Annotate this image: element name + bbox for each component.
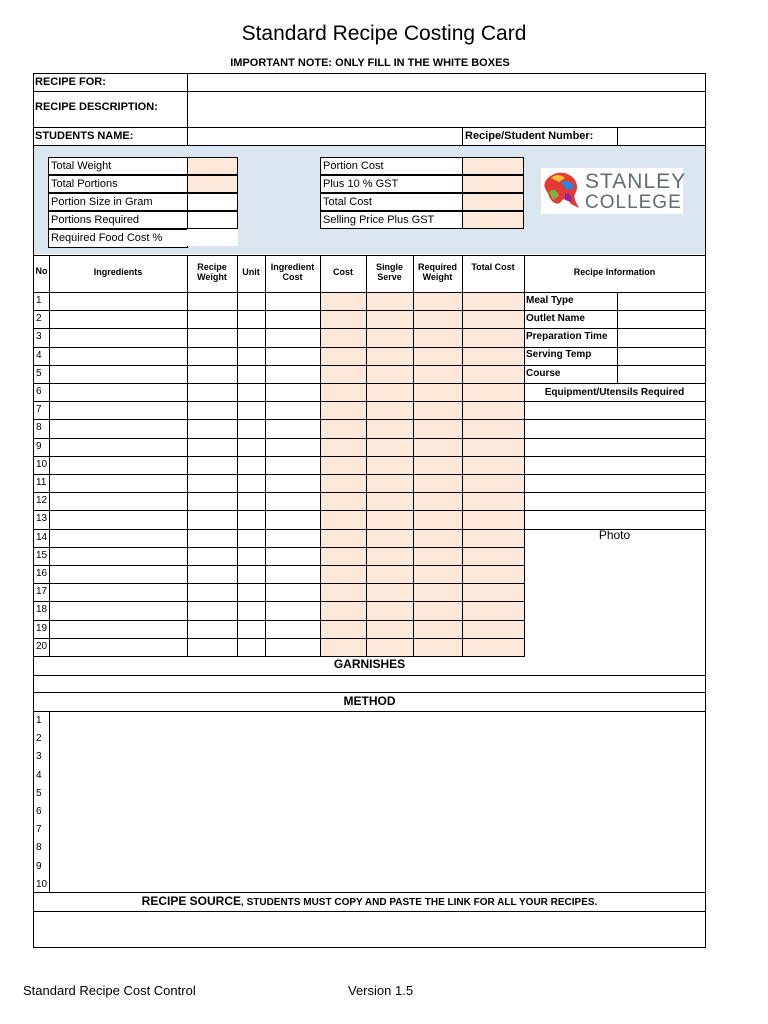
- equipment-label: Equipment/Utensils Required: [544, 387, 685, 398]
- portion-cost-value: [462, 157, 524, 175]
- total-portions-label: Total Portions: [48, 175, 188, 193]
- row-number: 20: [36, 641, 48, 652]
- grid-row-line: [33, 292, 706, 293]
- ingredient-row-input[interactable]: [50, 347, 320, 364]
- grid-row-line: [33, 656, 525, 657]
- grid-col-line: [320, 255, 321, 656]
- course-label: Course: [526, 368, 561, 379]
- grid-row-line: [33, 347, 706, 348]
- grid-col-line: [265, 255, 266, 656]
- preparation-time-label: Preparation Time: [526, 331, 608, 342]
- method-row-number: 3: [36, 751, 42, 762]
- plus-gst-label: Plus 10 % GST: [320, 175, 463, 193]
- ingredient-row-input[interactable]: [50, 510, 320, 527]
- row-number: 5: [36, 368, 42, 379]
- method-row-number: 6: [36, 806, 42, 817]
- recipe-for-label: RECIPE FOR:: [35, 76, 106, 88]
- col-total-cost: Total Cost: [471, 262, 515, 272]
- row-number: 7: [36, 404, 42, 415]
- grid-col-line: [187, 255, 188, 656]
- recipe-source-heading: [34, 894, 705, 908]
- grid-row-line: [33, 310, 706, 311]
- grid-row-line: [33, 601, 525, 602]
- ingredient-row-input[interactable]: [50, 474, 320, 491]
- col-recipe-information: Recipe Information: [573, 267, 656, 277]
- recipe-source-rest: , STUDENTS MUST COPY AND PASTE THE LINK FOR ALL YOUR RECIPES.: [241, 897, 598, 908]
- outlet-name-label: Outlet Name: [526, 313, 585, 324]
- row-number: 15: [36, 550, 48, 561]
- row-number: 8: [36, 422, 42, 433]
- grid-col-line: [49, 711, 50, 892]
- row-number: 14: [36, 532, 48, 543]
- ingredient-row-input[interactable]: [50, 601, 320, 618]
- method-heading: METHOD: [343, 694, 396, 708]
- grid-row-line: [33, 510, 706, 511]
- students-name-field[interactable]: [188, 128, 462, 145]
- photo-area[interactable]: [525, 547, 705, 656]
- grid-row-line: [33, 583, 525, 584]
- recipe-source-field[interactable]: [34, 912, 705, 947]
- portion-cost-label: Portion Cost: [320, 157, 463, 175]
- method-row-number: 9: [36, 861, 42, 872]
- total-cost-value: [462, 193, 524, 211]
- portions-required-input[interactable]: [187, 211, 238, 229]
- logo-line-2: COLLEGE: [585, 192, 682, 213]
- row-number: 10: [36, 459, 48, 470]
- footer-left: Standard Recipe Cost Control: [23, 983, 196, 998]
- recipe-for-field[interactable]: [188, 74, 705, 91]
- row-number: 19: [36, 623, 48, 634]
- ingredient-row-input[interactable]: [50, 620, 320, 637]
- grid-row-line: [33, 620, 525, 621]
- row-number: 17: [36, 586, 48, 597]
- logo-line-1: STANLEY: [585, 170, 687, 193]
- ingredient-row-input[interactable]: [50, 456, 320, 473]
- grid-col-line: [524, 255, 525, 656]
- grid-col-line: [462, 255, 463, 656]
- ingredient-row-input[interactable]: [50, 419, 320, 436]
- method-row-number: 10: [36, 879, 48, 890]
- method-field[interactable]: [50, 712, 705, 892]
- ingredient-row-input[interactable]: [50, 547, 320, 564]
- col-cost: Cost: [333, 267, 353, 277]
- method-row-number: 2: [36, 733, 42, 744]
- required-food-cost-input[interactable]: [187, 229, 238, 246]
- row-number: 13: [36, 513, 48, 524]
- ingredient-row-input[interactable]: [50, 310, 320, 327]
- grid-row-line: [33, 328, 706, 329]
- ingredient-row-input[interactable]: [50, 638, 320, 655]
- col-single-serve: Single Serve: [375, 262, 403, 282]
- garnishes-heading: GARNISHES: [333, 657, 406, 671]
- total-weight-label: Total Weight: [48, 157, 188, 175]
- ingredient-row-input[interactable]: [50, 401, 320, 418]
- total-portions-value: [187, 175, 238, 193]
- total-weight-value: [187, 157, 238, 175]
- grid-row-line: [33, 492, 706, 493]
- col-recipe-weight: Recipe Weight: [197, 262, 227, 282]
- portions-required-label: Portions Required: [48, 211, 188, 229]
- col-no: No: [35, 266, 48, 276]
- row-number: 3: [36, 331, 42, 342]
- recipe-source-main: RECIPE SOURCE: [141, 894, 242, 908]
- selling-price-value: [462, 211, 524, 229]
- method-row-number: 8: [36, 842, 42, 853]
- col-ingredient-cost: Ingredient Cost: [270, 262, 315, 282]
- col-unit: Unit: [242, 267, 260, 277]
- grid-row-line: [33, 547, 525, 548]
- grid-row-line: [33, 365, 706, 366]
- students-name-label: STUDENTS NAME:: [35, 130, 134, 142]
- row-number: 18: [36, 604, 48, 615]
- grid-row-line: [33, 383, 706, 384]
- grid-col-line: [617, 292, 618, 384]
- recipe-student-number-label: Recipe/Student Number:: [465, 130, 594, 142]
- ingredient-row-input[interactable]: [50, 492, 320, 509]
- footer-version: Version 1.5: [348, 983, 414, 998]
- grid-row-line: [33, 675, 706, 676]
- selling-price-label: Selling Price Plus GST: [320, 211, 463, 229]
- ingredient-row-input[interactable]: [50, 583, 320, 600]
- row-number: 2: [36, 313, 42, 324]
- garnishes-field[interactable]: [34, 675, 705, 692]
- grid-row-line: [33, 638, 525, 639]
- grid-col-line: [366, 255, 367, 656]
- col-ingredients: Ingredients: [93, 267, 143, 277]
- ingredient-row-input[interactable]: [50, 292, 320, 309]
- row-number: 4: [36, 350, 42, 361]
- recipe-description-label: RECIPE DESCRIPTION:: [35, 101, 158, 113]
- portion-size-label: Portion Size in Gram: [48, 193, 188, 211]
- grid-row-line: [33, 474, 706, 475]
- grid-row-line: [33, 529, 706, 530]
- grid-row-line: [33, 711, 706, 712]
- required-food-cost-label: Required Food Cost %: [48, 229, 188, 248]
- grid-row-line: [33, 438, 706, 439]
- total-cost-label: Total Cost: [320, 193, 463, 211]
- ingredient-row-input[interactable]: [50, 438, 320, 455]
- ingredient-row-input[interactable]: [50, 365, 320, 382]
- recipe-description-field[interactable]: [188, 92, 705, 126]
- method-row-number: 5: [36, 788, 42, 799]
- grid-row-line: [33, 419, 706, 420]
- grid-row-line: [33, 401, 706, 402]
- grid-col-line: [49, 255, 50, 656]
- ingredient-row-input[interactable]: [50, 328, 320, 345]
- serving-temp-label: Serving Temp: [526, 349, 592, 360]
- row-number: 6: [36, 386, 42, 397]
- stanley-college-logo: [541, 168, 687, 214]
- grid-row-line: [33, 692, 706, 693]
- grid-row-line: [33, 565, 525, 566]
- photo-label: Photo: [598, 528, 631, 542]
- plus-gst-value: [462, 175, 524, 193]
- ingredient-row-input[interactable]: [50, 529, 320, 546]
- method-row-number: 1: [36, 715, 42, 726]
- grid-row-line: [33, 911, 706, 912]
- method-row-number: 4: [36, 770, 42, 781]
- row-number: 12: [36, 495, 48, 506]
- grid-col-line: [413, 255, 414, 656]
- meal-type-label: Meal Type: [526, 295, 574, 306]
- col-required-weight: Required Weight: [417, 262, 457, 282]
- method-row-number: 7: [36, 824, 42, 835]
- ingredient-row-input[interactable]: [50, 383, 320, 400]
- row-number: 16: [36, 568, 48, 579]
- portion-size-input[interactable]: [187, 193, 238, 211]
- grid-col-line: [237, 255, 238, 656]
- row-number: 1: [36, 295, 42, 306]
- row-number: 9: [36, 441, 42, 452]
- grid-row-line: [33, 456, 706, 457]
- recipe-student-number-field[interactable]: [618, 128, 705, 145]
- recipe-info-fields[interactable]: [618, 292, 705, 383]
- grid-row-line: [33, 892, 706, 893]
- ingredient-row-input[interactable]: [50, 565, 320, 582]
- page-title: Standard Recipe Costing Card: [241, 22, 527, 45]
- important-note: IMPORTANT NOTE: ONLY FILL IN THE WHITE BOXES: [230, 57, 510, 69]
- row-number: 11: [36, 477, 47, 488]
